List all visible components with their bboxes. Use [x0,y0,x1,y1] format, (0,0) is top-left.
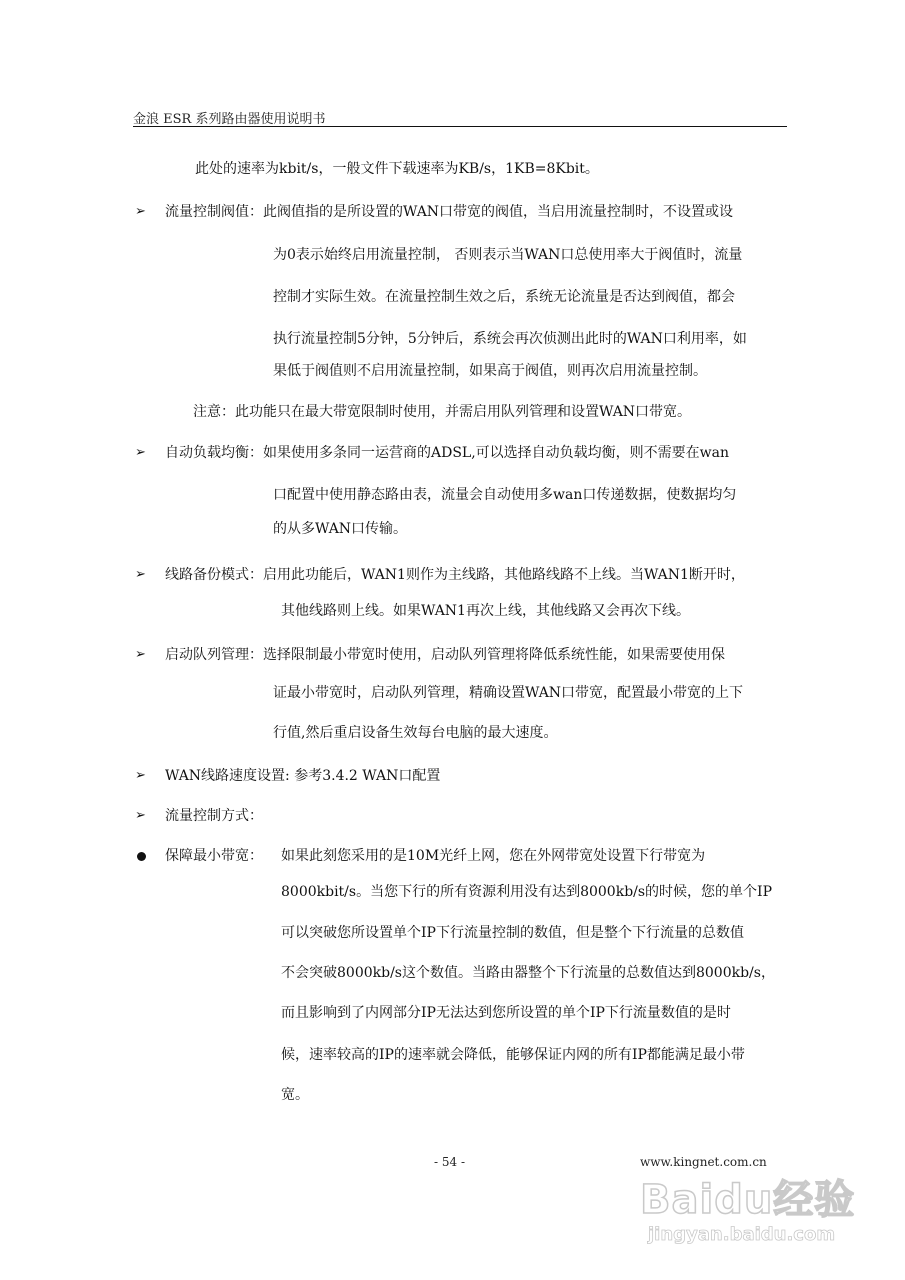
load-balance-line: 口配置中使用静态路由表，流量会自动使用多wan口传递数据，使数据均匀 [273,487,737,503]
min-bandwidth-line: 可以突破您所设置单个IP下行流量控制的数值，但是整个下行流量的总数值 [281,925,744,941]
threshold-line: 为0表示始终启用流量控制， 否则表示当WAN口总使用率大于阀值时，流量 [273,247,743,263]
wan-speed-line: WAN线路速度设置: 参考3.4.2 WAN口配置 [165,768,441,784]
bullet-arrow-icon: ➢ [135,445,146,460]
bullet-arrow-icon: ➢ [135,204,146,219]
footer-url[interactable]: www.kingnet.com.cn [640,1155,767,1169]
min-bandwidth-line: 8000kbit/s。当您下行的所有资源利用没有达到8000kb/s的时候，您的单个IP [281,884,773,900]
page-number: - 54 - [434,1155,466,1169]
queue-line: 启动队列管理：选择限制最小带宽时使用，启动队列管理将降低系统性能，如果需要使用保 [165,647,725,663]
bullet-arrow-icon: ➢ [135,567,146,582]
backup-line: 线路备份模式：启用此功能后，WAN1则作为主线路，其他路线路不上线。当WAN1断开时， [165,567,745,583]
flow-mode-line: 流量控制方式： [165,808,263,824]
threshold-line: 果低于阀值则不启用流量控制，如果高于阀值，则再次启用流量控制。 [273,363,707,379]
threshold-line: 控制才实际生效。在流量控制生效之后，系统无论流量是否达到阀值，都会 [273,289,735,305]
rate-note: 此处的速率为kbit/s，一般文件下载速率为KB/s，1KB=8Kbit。 [195,161,599,177]
bullet-arrow-icon: ➢ [135,647,146,662]
bullet-dot-icon [137,852,146,861]
header-title: 金浪 ESR 系列路由器使用说明书 [133,112,326,127]
min-bandwidth-label: 保障最小带宽： [165,848,263,864]
load-balance-line: 的从多WAN口传输。 [273,521,408,537]
queue-line: 行值,然后重启设备生效每台电脑的最大速度。 [273,725,558,741]
min-bandwidth-line: 候，速率较高的IP的速率就会降低，能够保证内网的所有IP都能满足最小带 [281,1047,745,1063]
threshold-line: 执行流量控制5分钟，5分钟后，系统会再次侦测出此时的WAN口利用率，如 [273,331,747,347]
min-bandwidth-line: 不会突破8000kb/s这个数值。当路由器整个下行流量的总数值达到8000kb/s， [281,965,775,981]
queue-line: 证最小带宽时，启动队列管理，精确设置WAN口带宽，配置最小带宽的上下 [273,685,744,701]
baidu-watermark-site: jingyan.baidu.com [648,1224,836,1245]
min-bandwidth-line: 如果此刻您采用的是10M光纤上网，您在外网带宽处设置下行带宽为 [281,848,706,864]
bullet-arrow-icon: ➢ [135,768,146,783]
min-bandwidth-line: 而且影响到了内网部分IP无法达到您所设置的单个IP下行流量数值的是时 [281,1005,731,1021]
load-balance-line: 自动负载均衡：如果使用多条同一运营商的ADSL,可以选择自动负载均衡，则不需要在wan [165,445,730,461]
threshold-note: 注意：此功能只在最大带宽限制时使用，并需启用队列管理和设置WAN口带宽。 [193,404,692,420]
threshold-line: 流量控制阀值：此阀值指的是所设置的WAN口带宽的阀值，当启用流量控制时，不设置或设 [165,204,734,220]
bullet-arrow-icon: ➢ [135,808,146,823]
header-divider [133,126,787,127]
backup-line: 其他线路则上线。如果WAN1再次上线，其他线路又会再次下线。 [281,603,690,619]
baidu-watermark-logo: Baidu经验 [640,1177,856,1223]
min-bandwidth-line: 宽。 [281,1087,309,1103]
